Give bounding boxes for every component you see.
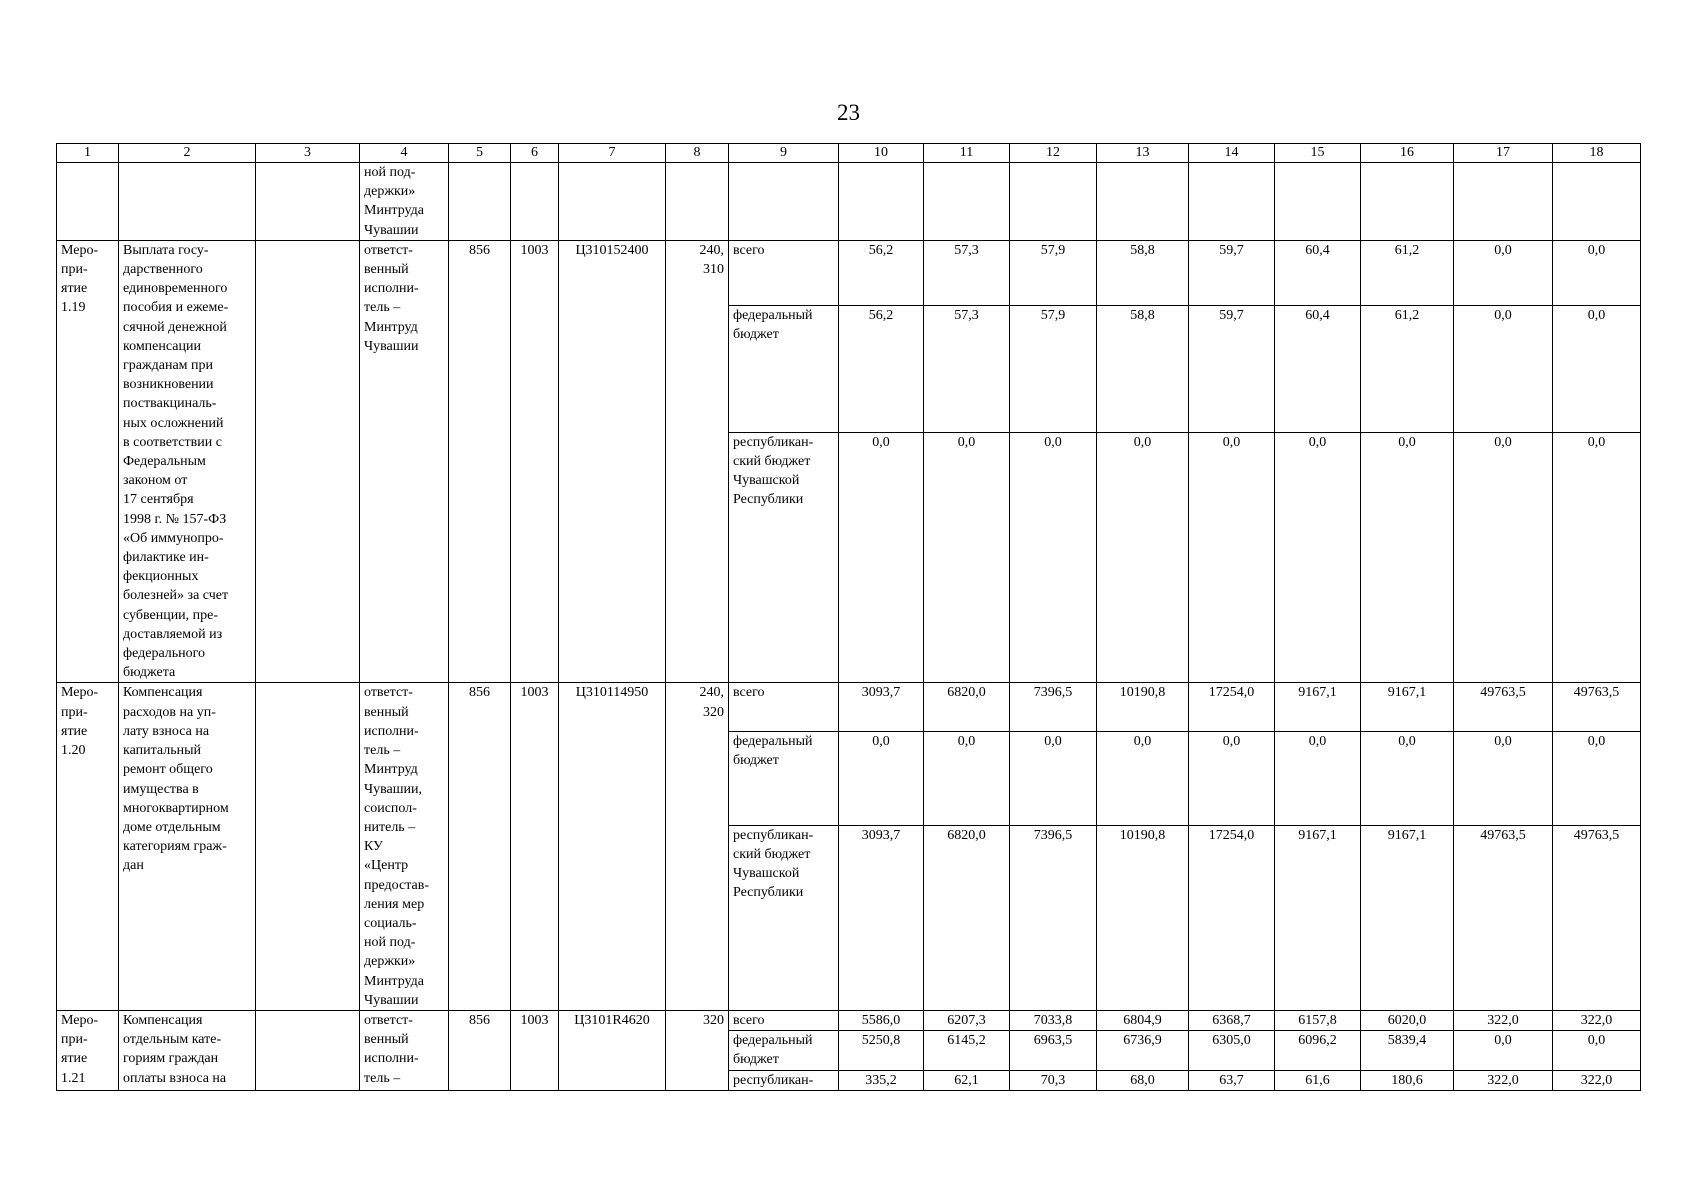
- amount-cell: 3093,7: [839, 683, 924, 731]
- code-grbs: 856: [449, 240, 511, 683]
- column-number-11: 11: [924, 144, 1010, 163]
- amount-cell: 322,0: [1454, 1010, 1553, 1030]
- amount-cell: 6020,0: [1361, 1010, 1454, 1030]
- carry-over-cell: [559, 163, 666, 241]
- code-grbs: 856: [449, 1010, 511, 1090]
- column-number-9: 9: [729, 144, 839, 163]
- carry-over-cell: [256, 163, 360, 241]
- amount-cell: 62,1: [924, 1070, 1010, 1090]
- amount-cell: 56,2: [839, 305, 924, 432]
- amount-cell: 0,0: [1189, 432, 1275, 683]
- funding-source: федеральный бюджет: [729, 1031, 839, 1070]
- amount-cell: 6096,2: [1275, 1031, 1361, 1070]
- amount-cell: 59,7: [1189, 240, 1275, 305]
- amount-cell: 0,0: [924, 731, 1010, 825]
- amount-cell: 6368,7: [1189, 1010, 1275, 1030]
- amount-cell: 6157,8: [1275, 1010, 1361, 1030]
- amount-cell: 0,0: [1454, 1031, 1553, 1070]
- carry-over-cell: [1553, 163, 1641, 241]
- column-number-3: 3: [256, 144, 360, 163]
- amount-cell: 57,3: [924, 305, 1010, 432]
- column-number-7: 7: [559, 144, 666, 163]
- amount-cell: 5839,4: [1361, 1031, 1454, 1070]
- amount-cell: 0,0: [1454, 432, 1553, 683]
- amount-cell: 9167,1: [1275, 683, 1361, 731]
- amount-cell: 58,8: [1097, 240, 1189, 305]
- amount-cell: 6305,0: [1189, 1031, 1275, 1070]
- amount-cell: 0,0: [839, 432, 924, 683]
- executor: ответст- венный исполни- тель – Минтруд Чувашии, соиспол- нитель – КУ «Центр предостав- ления мер социаль- ной под- держки» Минтруда Чувашии: [360, 683, 449, 1010]
- amount-cell: 0,0: [1010, 432, 1097, 683]
- amount-cell: 60,4: [1275, 240, 1361, 305]
- column-number-16: 16: [1361, 144, 1454, 163]
- column-number-row: [57, 144, 1641, 163]
- code-section: 1003: [511, 683, 559, 1010]
- amount-cell: 322,0: [1454, 1070, 1553, 1090]
- amount-cell: 60,4: [1275, 305, 1361, 432]
- amount-cell: 0,0: [1553, 1031, 1641, 1070]
- carry-over-cell: [1189, 163, 1275, 241]
- column-number-8: 8: [666, 144, 729, 163]
- amount-cell: 61,2: [1361, 240, 1454, 305]
- amount-cell: 9167,1: [1361, 825, 1454, 1010]
- amount-cell: 7033,8: [1010, 1010, 1097, 1030]
- table-row: [57, 240, 1641, 305]
- amount-cell: 61,6: [1275, 1070, 1361, 1090]
- code-grbs: 856: [449, 683, 511, 1010]
- amount-cell: 57,3: [924, 240, 1010, 305]
- amount-cell: 0,0: [1097, 731, 1189, 825]
- code-target: Ц3101R4620: [559, 1010, 666, 1090]
- carry-over-cell: [1275, 163, 1361, 241]
- measure-title: Выплата госу- дарственного единовременного пособия и ежеме- сячной денежной компенсации гражданам при возникновении поствакциналь- ных осложнений в соответствии с Федеральным законом от 17 сентября 1998 г. № 157-ФЗ «Об иммунопро- филактике ин- фекционных болезней» за счет субвенции, пре- доставляемой из федерального бюджета: [119, 240, 256, 683]
- column-number-13: 13: [1097, 144, 1189, 163]
- funding-source: федеральный бюджет: [729, 305, 839, 432]
- code-section: 1003: [511, 240, 559, 683]
- amount-cell: 6736,9: [1097, 1031, 1189, 1070]
- page-number: 23: [837, 100, 860, 125]
- amount-cell: 56,2: [839, 240, 924, 305]
- amount-cell: 0,0: [1361, 731, 1454, 825]
- amount-cell: 0,0: [1553, 731, 1641, 825]
- amount-cell: 57,9: [1010, 240, 1097, 305]
- column-number-12: 12: [1010, 144, 1097, 163]
- funding-source: республикан-: [729, 1070, 839, 1090]
- measure-number: Меро- при- ятие 1.20: [57, 683, 119, 1010]
- carry-over-cell: [729, 163, 839, 241]
- measure-col3: [256, 240, 360, 683]
- column-number-17: 17: [1454, 144, 1553, 163]
- amount-cell: 0,0: [1454, 240, 1553, 305]
- amount-cell: 7396,5: [1010, 683, 1097, 731]
- carry-over-cell: [119, 163, 256, 241]
- amount-cell: 0,0: [1010, 731, 1097, 825]
- column-number-4: 4: [360, 144, 449, 163]
- amount-cell: 0,0: [924, 432, 1010, 683]
- amount-cell: 10190,8: [1097, 825, 1189, 1010]
- amount-cell: 10190,8: [1097, 683, 1189, 731]
- carry-over-cell: [666, 163, 729, 241]
- column-number-2: 2: [119, 144, 256, 163]
- funding-source: республикан- ский бюджет Чувашской Республики: [729, 432, 839, 683]
- carry-over-cell: [511, 163, 559, 241]
- carry-over-cell: [1361, 163, 1454, 241]
- carry-over-cell: [839, 163, 924, 241]
- amount-cell: 6820,0: [924, 825, 1010, 1010]
- amount-cell: 0,0: [1454, 305, 1553, 432]
- amount-cell: 6145,2: [924, 1031, 1010, 1070]
- amount-cell: 70,3: [1010, 1070, 1097, 1090]
- amount-cell: 58,8: [1097, 305, 1189, 432]
- carry-over-row: [57, 163, 1641, 241]
- amount-cell: 59,7: [1189, 305, 1275, 432]
- carry-over-cell: [57, 163, 119, 241]
- budget-table: [56, 143, 1641, 1091]
- carry-over-cell: [449, 163, 511, 241]
- measure-col3: [256, 683, 360, 1010]
- amount-cell: 49763,5: [1454, 825, 1553, 1010]
- amount-cell: 0,0: [1097, 432, 1189, 683]
- column-number-15: 15: [1275, 144, 1361, 163]
- amount-cell: 17254,0: [1189, 683, 1275, 731]
- amount-cell: 68,0: [1097, 1070, 1189, 1090]
- amount-cell: 49763,5: [1553, 825, 1641, 1010]
- amount-cell: 5586,0: [839, 1010, 924, 1030]
- carry-over-cell: [1097, 163, 1189, 241]
- funding-source: республикан- ский бюджет Чувашской Республики: [729, 825, 839, 1010]
- column-number-5: 5: [449, 144, 511, 163]
- amount-cell: 180,6: [1361, 1070, 1454, 1090]
- table-row: [57, 1010, 1641, 1030]
- executor: ответст- венный исполни- тель – Минтруд Чувашии: [360, 240, 449, 683]
- executor: ответст- венный исполни- тель –: [360, 1010, 449, 1090]
- measure-number: Меро- при- ятие 1.21: [57, 1010, 119, 1090]
- amount-cell: 0,0: [1454, 731, 1553, 825]
- amount-cell: 63,7: [1189, 1070, 1275, 1090]
- amount-cell: 3093,7: [839, 825, 924, 1010]
- carry-over-executor: ной под- держки» Минтруда Чувашии: [360, 163, 449, 241]
- amount-cell: 9167,1: [1275, 825, 1361, 1010]
- column-number-6: 6: [511, 144, 559, 163]
- column-number-14: 14: [1189, 144, 1275, 163]
- code-expense-type: 320: [666, 1010, 729, 1090]
- measure-number: Меро- при- ятие 1.19: [57, 240, 119, 683]
- amount-cell: 6804,9: [1097, 1010, 1189, 1030]
- carry-over-cell: [1454, 163, 1553, 241]
- amount-cell: 0,0: [839, 731, 924, 825]
- column-number-10: 10: [839, 144, 924, 163]
- code-section: 1003: [511, 1010, 559, 1090]
- funding-source: всего: [729, 1010, 839, 1030]
- measure-col3: [256, 1010, 360, 1090]
- amount-cell: 9167,1: [1361, 683, 1454, 731]
- code-expense-type: 240, 320: [666, 683, 729, 1010]
- table-row: [57, 683, 1641, 731]
- code-target: Ц310152400: [559, 240, 666, 683]
- amount-cell: 7396,5: [1010, 825, 1097, 1010]
- amount-cell: 6207,3: [924, 1010, 1010, 1030]
- amount-cell: 0,0: [1275, 432, 1361, 683]
- amount-cell: 0,0: [1553, 240, 1641, 305]
- amount-cell: 49763,5: [1454, 683, 1553, 731]
- code-target: Ц310114950: [559, 683, 666, 1010]
- amount-cell: 0,0: [1553, 305, 1641, 432]
- amount-cell: 335,2: [839, 1070, 924, 1090]
- amount-cell: 322,0: [1553, 1010, 1641, 1030]
- amount-cell: 6963,5: [1010, 1031, 1097, 1070]
- amount-cell: 0,0: [1275, 731, 1361, 825]
- funding-source: всего: [729, 240, 839, 305]
- column-number-18: 18: [1553, 144, 1641, 163]
- amount-cell: 57,9: [1010, 305, 1097, 432]
- amount-cell: 61,2: [1361, 305, 1454, 432]
- carry-over-cell: [1010, 163, 1097, 241]
- column-number-1: 1: [57, 144, 119, 163]
- amount-cell: 49763,5: [1553, 683, 1641, 731]
- funding-source: федеральный бюджет: [729, 731, 839, 825]
- amount-cell: 5250,8: [839, 1031, 924, 1070]
- amount-cell: 0,0: [1361, 432, 1454, 683]
- carry-over-cell: [924, 163, 1010, 241]
- amount-cell: 322,0: [1553, 1070, 1641, 1090]
- code-expense-type: 240, 310: [666, 240, 729, 683]
- measure-title: Компенсация расходов на уп- лату взноса на капитальный ремонт общего имущества в многоквартирном доме отдельным категориям граж- дан: [119, 683, 256, 1010]
- amount-cell: 0,0: [1189, 731, 1275, 825]
- amount-cell: 17254,0: [1189, 825, 1275, 1010]
- amount-cell: 6820,0: [924, 683, 1010, 731]
- funding-source: всего: [729, 683, 839, 731]
- amount-cell: 0,0: [1553, 432, 1641, 683]
- measure-title: Компенсация отдельным кате- гориям граждан оплаты взноса на: [119, 1010, 256, 1090]
